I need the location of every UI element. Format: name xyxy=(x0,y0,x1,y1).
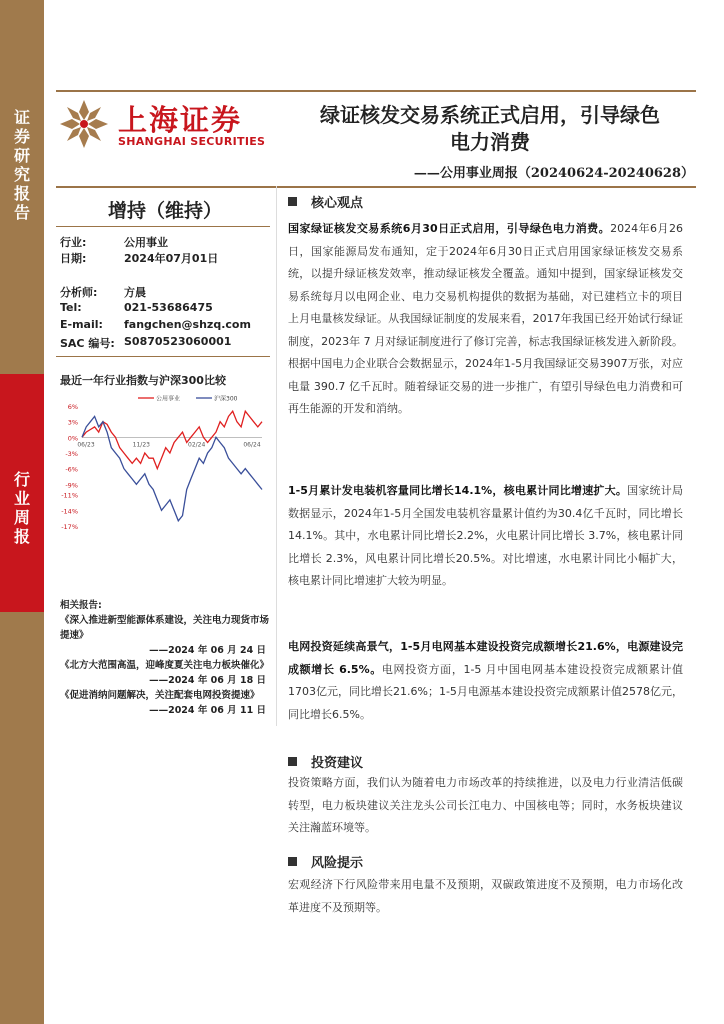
x-tick-label: 06/24 xyxy=(243,441,261,449)
report-title xyxy=(280,102,700,156)
related-reports xyxy=(60,598,270,718)
related-heading: 相关报告: xyxy=(60,600,102,611)
rating-rule xyxy=(56,226,270,227)
bullet-square-icon xyxy=(288,757,297,766)
column-divider xyxy=(276,186,277,726)
report-subtitle: ——公用事业周报（20240624-20240628） xyxy=(413,166,694,181)
x-tick-label: 02/24 xyxy=(188,441,206,449)
section-heading-core: 核心观点 xyxy=(288,192,363,211)
paragraph-risk: 宏观经济下行风险带来用电量不及预期，双碳政策进度不及预期，电力市场化改革进度不及预期等。 xyxy=(288,878,683,914)
related-report-title[interactable]: 《深入推进新型能源体系建设，关注电力现货市场提速》 xyxy=(60,615,270,641)
y-tick-label: -9% xyxy=(65,481,78,490)
paragraph-grid-investment: 电网投资延续高景气，1-5月电网基本建设投资完成额增长21.6%，电源建设完成额增长 6.5%。电网投资方面，1-5 月中国电网基本建设投资完成额累计值1703亿元，同比增长21.6%；1-5月电源基本建设投资完成额累计值2578亿元，同比增长6.5%。 xyxy=(288,640,683,721)
y-tick-label: 3% xyxy=(67,418,78,427)
y-tick-label: -14% xyxy=(61,507,78,516)
y-tick-label: -6% xyxy=(65,465,78,474)
bullet-square-icon xyxy=(288,197,297,206)
info-value-email[interactable]: fangchen@shzq.com xyxy=(124,318,251,331)
y-tick-label: 6% xyxy=(67,403,78,411)
y-tick-label: -17% xyxy=(61,523,78,531)
header-bottom-rule xyxy=(56,186,696,188)
y-tick-label: -11% xyxy=(61,491,78,500)
info-value-tel: 021-53686475 xyxy=(124,301,213,314)
index-comparison-chart xyxy=(56,392,270,532)
x-tick-label: 11/23 xyxy=(132,441,150,449)
related-report-title[interactable]: 《促进消纳问题解决，关注配套电网投资提速》 xyxy=(60,690,260,701)
related-report-date: ——2024 年 06 月 11 日 xyxy=(149,705,266,716)
y-tick-label: 0% xyxy=(67,434,78,443)
sidebar-mid-label: 行 业 周 报 xyxy=(13,470,30,546)
series-line-1 xyxy=(82,416,262,520)
related-report-title[interactable]: 《北方大范围高温，迎峰度夏关注电力板块催化》 xyxy=(60,660,270,671)
section-heading-risk: 风险提示 xyxy=(288,852,363,871)
info-label-email: E-mail: xyxy=(60,318,103,331)
header-rule xyxy=(56,90,696,92)
legend-label: 公用事业 xyxy=(156,395,181,403)
section-heading-invest: 投资建议 xyxy=(288,752,363,771)
legend-label: 沪深300 xyxy=(214,395,238,403)
logo-name-en: SHANGHAI SECURITIES xyxy=(118,135,266,148)
info-label-analyst: 分析师: xyxy=(60,286,98,299)
info-value-industry: 公用事业 xyxy=(124,236,168,249)
info-rule xyxy=(56,356,270,357)
x-tick-label: 06/23 xyxy=(77,441,95,449)
info-value-analyst: 方晨 xyxy=(124,286,146,299)
related-report-date: ——2024 年 06 月 18 日 xyxy=(149,675,266,686)
report-title-line1: 绿证核发交易系统正式启用，引导绿色 xyxy=(320,103,660,127)
paragraph-capacity: 1-5月累计发电装机容量同比增长14.1%，核电累计同比增速扩大。国家统计局数据显示，2024年1-5月全国发电装机容量累计值约为30.4亿千瓦时，同比增长14.1%。其中，水电累计同比增长2.2%，火电累计同比增长 3.7%，核电累计同比增长 2.3%，风电累计同比增长20.5%。对比增速，水电累计同比小幅扩大，核电累计同比增速扩大较为明显。 xyxy=(288,484,683,587)
logo-emblem-icon xyxy=(58,96,110,152)
chart-title: 最近一年行业指数与沪深300比较 xyxy=(60,374,226,387)
info-label-tel: Tel: xyxy=(60,301,82,314)
related-report-date: ——2024 年 06 月 24 日 xyxy=(149,645,266,656)
paragraph-invest: 投资策略方面，我们认为随着电力市场改革的持续推进，以及电力行业清洁低碳转型，电力板块建议关注龙头公司长江电力、中国核电等；同时，水务板块建议关注瀚蓝环境等。 xyxy=(288,776,683,834)
info-label-sac: SAC 编号: xyxy=(60,337,115,350)
info-label-date: 日期: xyxy=(60,252,87,265)
sidebar-top-label: 证 券 研 究 报 告 xyxy=(13,108,30,222)
info-label-industry: 行业: xyxy=(60,236,87,249)
info-value-sac: S0870523060001 xyxy=(124,335,232,348)
bullet-square-icon xyxy=(288,857,297,866)
y-tick-label: -3% xyxy=(65,449,78,458)
logo-name-cn: 上海证券 xyxy=(118,103,243,137)
rating: 增持（维持） xyxy=(107,200,222,222)
paragraph-green-cert: 国家绿证核发交易系统6月30日正式启用，引导绿色电力消费。2024年6月26日，国家能源局发布通知，定于2024年6月30日正式启用国家绿证核发交易系统，以提升绿证核发效率，推动绿证核发全覆盖。通知中提到，国家绿证核发交易系统每月以电网企业、电力交易机构提供的数据为基础，对已建档立卡的项目上月电量核发绿证。从我国绿证制度的发展来看，2017年我国已经开始试行绿证制度，2023年 7 月对绿证制度进行了修订完善，标志我国绿证核发进入新阶段。根据中国电力企业联合会数据显示，2024年1-5月我国绿证交易3907万张，对应电量 390.7 亿千瓦时。随着绿证交易的进一步推广，有望引导绿色电力消费和可再生能源的开发和消纳。 xyxy=(288,222,683,415)
company-logo xyxy=(58,96,268,154)
info-value-date: 2024年07月01日 xyxy=(124,252,219,265)
report-title-line2: 电力消费 xyxy=(450,130,530,154)
